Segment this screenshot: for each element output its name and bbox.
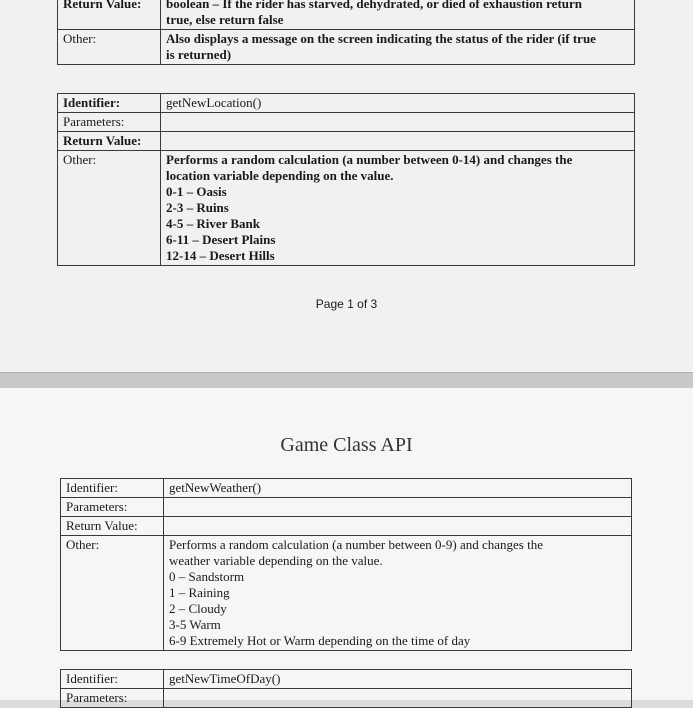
cell-line: Performs a random calculation (a number between 0-14) and changes the: [166, 152, 573, 167]
cell-line: 0 – Sandstorm: [169, 569, 245, 584]
cell-line: 2-3 – Ruins: [166, 200, 229, 215]
cell-line: 6-9 Extremely Hot or Warm depending on the time of day: [169, 633, 471, 648]
identifier-label: Identifier:: [61, 670, 164, 689]
cell-line: Performs a random calculation (a number between 0-9) and changes the: [169, 537, 543, 552]
other-label: Other:: [58, 151, 161, 266]
table-row: [61, 536, 632, 651]
parameters-label: Parameters:: [61, 498, 164, 517]
return-value-cell: [164, 517, 632, 536]
section-title: Game Class API: [280, 434, 413, 456]
table-row: [61, 498, 632, 517]
cell-line: 6-11 – Desert Plains: [166, 232, 276, 247]
parameters-value: [164, 498, 632, 517]
return-value-label: Return Value:: [61, 517, 164, 536]
cell-line: 3-5 Warm: [169, 617, 221, 632]
table-row: [58, 30, 635, 65]
table-row: [61, 517, 632, 536]
parameters-value: [161, 113, 635, 132]
table-row: [58, 151, 635, 266]
cell-line: location variable depending on the value.: [166, 168, 394, 183]
table-row: [58, 132, 635, 151]
parameters-label: Parameters:: [61, 689, 164, 708]
cell-line: is returned): [166, 47, 232, 62]
table-row: [58, 0, 635, 30]
other-label: Other:: [58, 30, 161, 65]
table-row: [58, 94, 635, 113]
table-row: [61, 689, 632, 708]
return-value-cell: [161, 0, 635, 30]
other-cell: [161, 30, 635, 65]
identifier-value: getNewTimeOfDay(): [164, 670, 632, 689]
table-row: [61, 670, 632, 689]
other-cell: [164, 536, 632, 651]
parameters-value: [164, 689, 632, 708]
identifier-value: getNewLocation(): [161, 94, 635, 113]
other-label: Other:: [61, 536, 164, 651]
identifier-label: Identifier:: [61, 479, 164, 498]
table-row: [58, 113, 635, 132]
cell-line: weather variable depending on the value.: [169, 553, 383, 568]
cell-line: 12-14 – Desert Hills: [166, 248, 275, 263]
get-new-location-table: [57, 93, 635, 266]
other-cell: [161, 151, 635, 266]
cell-line: 0-1 – Oasis: [166, 184, 227, 199]
cell-line: 2 – Cloudy: [169, 601, 227, 616]
parameters-label: Parameters:: [58, 113, 161, 132]
return-value-cell: [161, 132, 635, 151]
identifier-label: Identifier:: [58, 94, 161, 113]
cell-line: 4-5 – River Bank: [166, 216, 261, 231]
cell-line: 1 – Raining: [169, 585, 230, 600]
page-number: Page 1 of 3: [315, 297, 378, 311]
cell-line: boolean – If the rider has starved, dehydrated, or died of exhaustion return: [166, 0, 583, 11]
cell-line: Also displays a message on the screen indicating the status of the rider (if true: [166, 31, 596, 46]
get-new-time-of-day-table: [60, 669, 632, 708]
get-new-weather-table: [60, 478, 632, 651]
return-value-label: Return Value:: [58, 0, 161, 30]
rider-status-table: [57, 0, 635, 65]
identifier-value: getNewWeather(): [164, 479, 632, 498]
table-row: [61, 479, 632, 498]
return-value-label: Return Value:: [58, 132, 161, 151]
cell-line: true, else return false: [166, 12, 284, 27]
